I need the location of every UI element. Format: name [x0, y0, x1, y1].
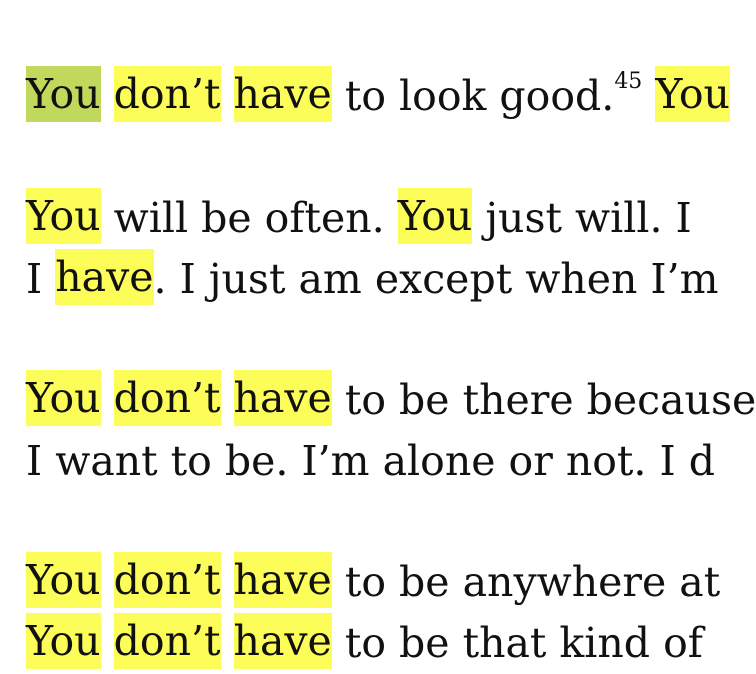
text-run — [221, 619, 234, 667]
highlighted-word: You — [655, 66, 730, 122]
highlighted-word: You — [26, 552, 101, 608]
text-line — [26, 249, 719, 310]
text-run: . I just am except when I’m — [153, 255, 719, 303]
text-line — [26, 66, 730, 127]
text-run: will be often. — [100, 194, 398, 242]
text-run: just will. I — [472, 194, 692, 242]
highlighted-word: You — [26, 613, 101, 669]
text-run — [101, 72, 114, 120]
highlighted-word: don’t — [114, 66, 221, 122]
text-run: to look good. — [331, 72, 615, 120]
highlighted-word: You — [26, 66, 101, 122]
text-line — [26, 552, 720, 613]
highlighted-word: have — [234, 66, 332, 122]
text-line — [26, 188, 692, 249]
text-run: to be anywhere at — [331, 558, 721, 606]
text-run: I — [26, 255, 56, 303]
text-run — [221, 376, 234, 424]
text-run — [101, 619, 114, 667]
text-line — [26, 370, 756, 431]
highlighted-word: You — [26, 370, 101, 426]
highlighted-word: don’t — [114, 613, 221, 669]
text-run — [101, 558, 114, 606]
text-run: to be there because — [331, 376, 756, 424]
text-line — [26, 431, 715, 492]
text-run — [221, 558, 234, 606]
highlighted-word: don’t — [114, 552, 221, 608]
footnote-marker: 45 — [614, 69, 643, 94]
highlighted-word: have — [234, 613, 332, 669]
highlighted-word: You — [26, 188, 101, 244]
text-run — [642, 72, 655, 120]
highlighted-word: don’t — [114, 370, 221, 426]
text-run — [221, 72, 234, 120]
highlighted-word: have — [234, 552, 332, 608]
text-run — [101, 376, 114, 424]
text-run: I want to be. I’m alone or not. I d — [26, 437, 715, 485]
text-line — [26, 613, 703, 674]
highlighted-word: have — [55, 249, 153, 305]
text-run: to be that kind of — [331, 619, 703, 667]
highlighted-word: have — [234, 370, 332, 426]
highlighted-word: You — [398, 188, 473, 244]
